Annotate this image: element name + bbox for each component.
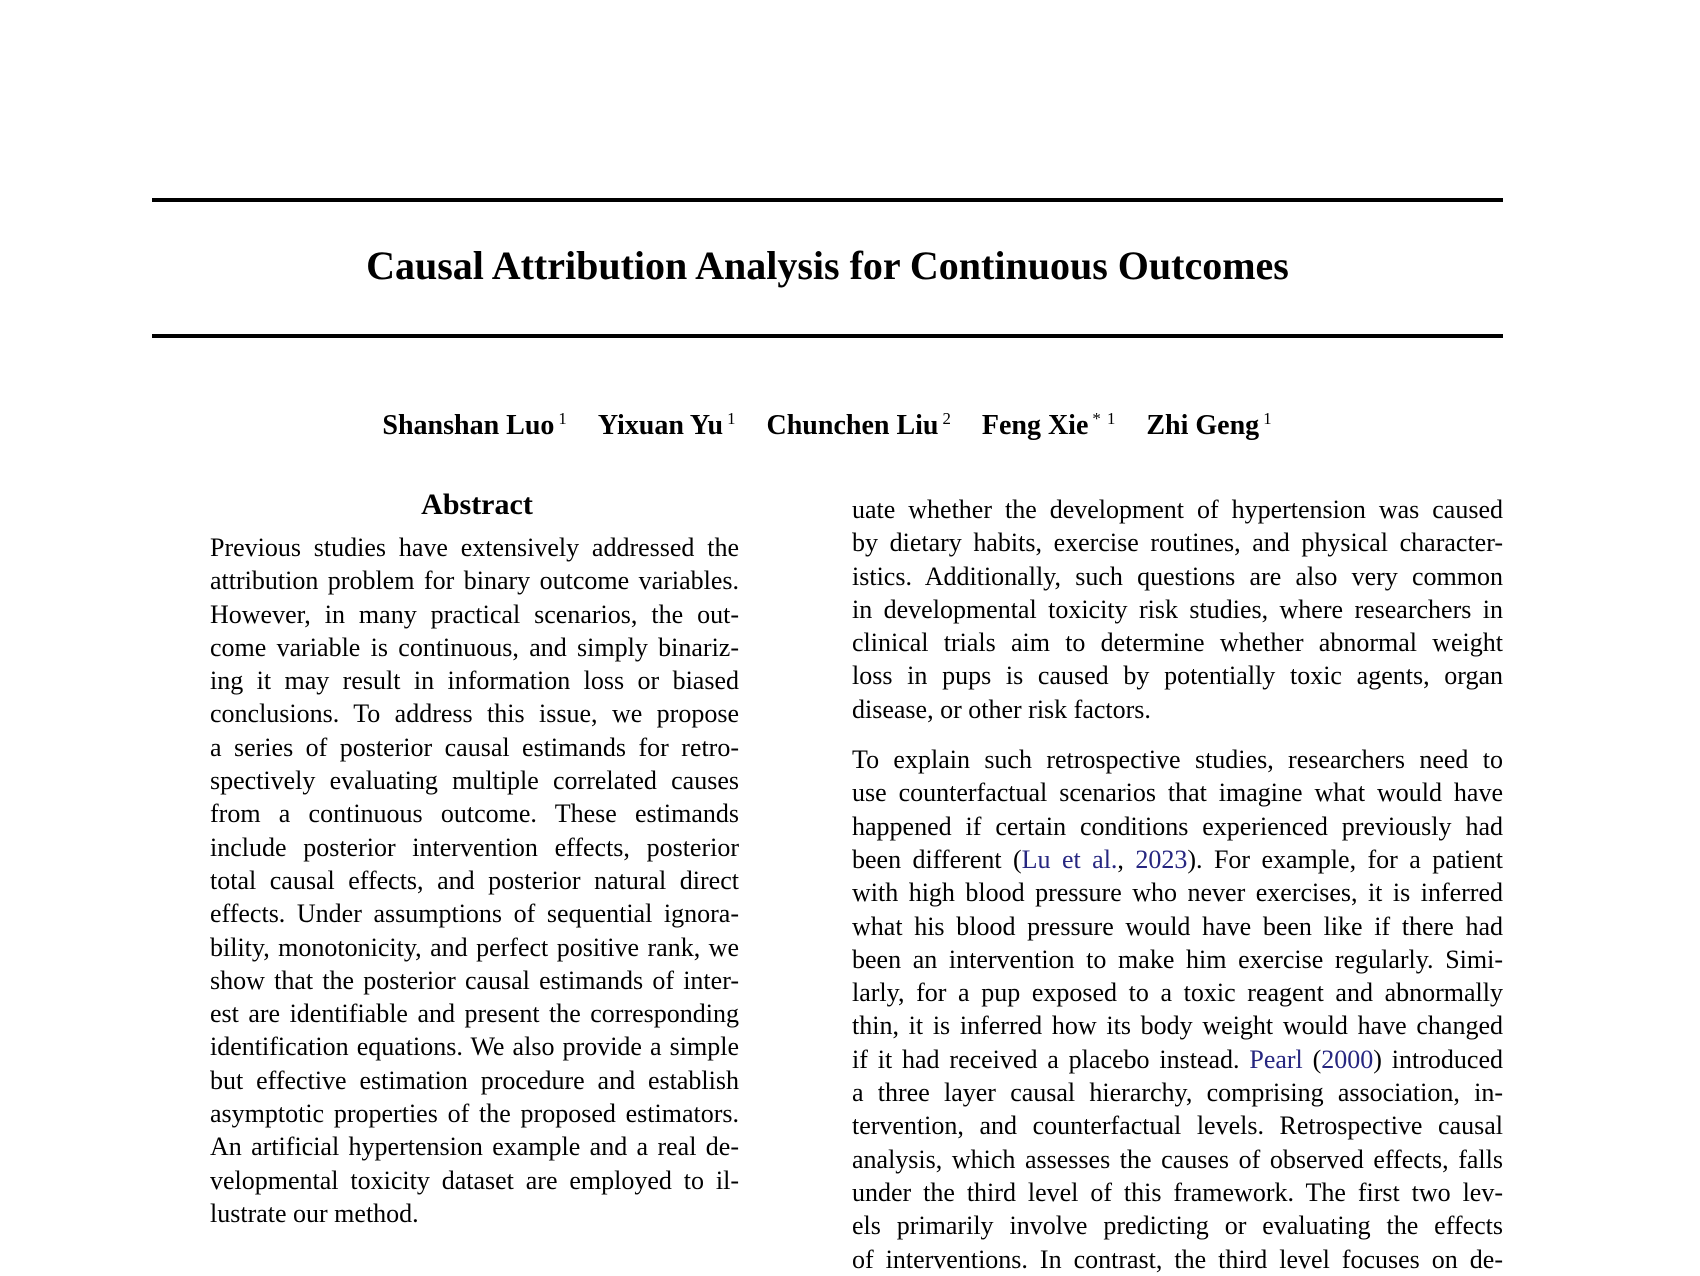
text-segment: under the third level of this framework. The first two lev- <box>852 1177 1503 1207</box>
author-affiliation-superscript: 1 <box>1263 409 1273 428</box>
text-segment: by dietary habits, exercise routines, and physical character- <box>852 528 1503 558</box>
text-segment: effects. Under assumptions of sequential ignora- <box>210 899 739 929</box>
text-segment: An artificial hypertension example and a real de- <box>210 1132 739 1162</box>
abstract-line <box>210 664 739 697</box>
body-line <box>852 910 1503 943</box>
text-segment: in developmental toxicity risk studies, where researchers in <box>852 594 1503 624</box>
title-rule-top <box>152 198 1503 202</box>
abstract-line <box>210 797 739 830</box>
body-line <box>852 1176 1503 1209</box>
body-line <box>852 1243 1503 1276</box>
text-segment: bility, monotonicity, and perfect positive rank, we <box>210 932 739 962</box>
author-affiliation-superscript: 1 <box>727 409 737 428</box>
author <box>598 410 737 441</box>
text-segment: show that the posterior causal estimands of inter- <box>210 965 739 995</box>
text-segment: disease, or other risk factors. <box>852 694 1151 724</box>
text-segment: total causal effects, and posterior natural direct <box>210 865 739 895</box>
abstract-heading: Abstract <box>421 488 533 521</box>
text-segment: istics. Additionally, such questions are also very common <box>852 561 1503 591</box>
abstract-line <box>210 1164 739 1197</box>
author-affiliation-superscript: * 1 <box>1092 409 1117 428</box>
citation-link[interactable]: Lu et al. <box>1021 844 1118 874</box>
body-line <box>852 1009 1503 1042</box>
body-line <box>852 1076 1503 1109</box>
text-segment: els primarily involve predicting or evaluating the effects <box>852 1211 1503 1241</box>
text-segment: ing it may result in information loss or biased <box>210 666 739 696</box>
author-affiliation-superscript: 2 <box>942 409 952 428</box>
text-segment: est are identifiable and present the corresponding <box>210 999 739 1029</box>
body-line <box>852 943 1503 976</box>
abstract-body <box>210 531 739 1230</box>
body-paragraph <box>852 743 1503 1276</box>
author <box>982 410 1117 441</box>
author <box>1146 410 1272 441</box>
abstract-line <box>210 1030 739 1063</box>
authors-line <box>152 401 1503 444</box>
abstract-line <box>210 831 739 864</box>
abstract-line <box>210 1064 739 1097</box>
text-segment: conclusions. To address this issue, we propose <box>210 699 739 729</box>
page-title: Causal Attribution Analysis for Continuous Outcomes <box>366 243 1289 288</box>
text-segment: Previous studies have extensively addressed the <box>210 533 739 562</box>
body-line <box>852 810 1503 843</box>
body-line <box>852 1209 1503 1242</box>
text-segment: loss in pups is caused by potentially toxic agents, organ <box>852 661 1503 691</box>
text-segment: asymptotic properties of the proposed estimators. <box>210 1099 739 1129</box>
body-line <box>852 876 1503 909</box>
text-segment: analysis, which assesses the causes of observed effects, falls <box>852 1144 1503 1174</box>
abstract-line <box>210 531 739 564</box>
body-line <box>852 693 1503 726</box>
abstract-line <box>210 598 739 631</box>
abstract-line <box>210 1097 739 1130</box>
text-segment: To explain such retrospective studies, researchers need to <box>852 745 1503 775</box>
text-segment: happened if certain conditions experienced previously had <box>852 811 1503 841</box>
body-line <box>852 626 1503 659</box>
body-line <box>852 526 1503 559</box>
author-name: Chunchen Liu <box>766 410 939 442</box>
text-segment: uate whether the development of hypertension was caused <box>852 495 1503 524</box>
author-name: Shanshan Luo <box>382 410 555 442</box>
body-line <box>852 1143 1503 1176</box>
author-affiliation-superscript: 1 <box>558 409 568 428</box>
body-line <box>852 493 1503 526</box>
abstract-line <box>210 997 739 1030</box>
text-segment: but effective estimation procedure and establish <box>210 1065 739 1095</box>
text-segment: velopmental toxicity dataset are employed to il- <box>210 1165 739 1195</box>
author <box>382 410 567 441</box>
body-line <box>852 1043 1503 1076</box>
body-line <box>852 843 1503 876</box>
text-segment: clinical trials aim to determine whether abnormal weight <box>852 628 1503 658</box>
abstract-line <box>210 1130 739 1163</box>
abstract-line <box>210 931 739 964</box>
text-segment: with high blood pressure who never exercises, it is inferred <box>852 878 1503 908</box>
citation-link[interactable]: 2000 <box>1321 1044 1374 1074</box>
author-name: Feng Xie <box>981 410 1089 442</box>
abstract-line <box>210 964 739 997</box>
title-rule-bottom <box>152 334 1503 338</box>
author <box>767 410 952 441</box>
text-segment: what his blood pressure would have been like if there had <box>852 911 1503 941</box>
text-segment: been different ( <box>852 844 1022 874</box>
abstract-line <box>210 1197 739 1230</box>
text-segment: However, in many practical scenarios, the out- <box>210 599 739 629</box>
abstract-line <box>210 764 739 797</box>
abstract-line <box>210 564 739 597</box>
text-segment: include posterior intervention effects, posterior <box>210 832 739 862</box>
text-segment: use counterfactual scenarios that imagine what would have <box>852 778 1503 808</box>
abstract-line <box>210 697 739 730</box>
author-name: Yixuan Yu <box>597 410 724 442</box>
text-segment: attribution problem for binary outcome variables. <box>210 566 739 596</box>
author-name: Zhi Geng <box>1146 410 1260 442</box>
text-segment: spectively evaluating multiple correlated causes <box>210 766 739 796</box>
body-line <box>852 743 1503 776</box>
abstract-line <box>210 864 739 897</box>
body-line <box>852 976 1503 1009</box>
text-segment: larly, for a pup exposed to a toxic reagent and abnormally <box>852 978 1503 1008</box>
text-segment: lustrate our method. <box>210 1198 419 1228</box>
body-paragraph <box>852 493 1503 726</box>
text-segment: from a continuous outcome. These estimands <box>210 799 739 829</box>
text-segment: , <box>1117 844 1136 874</box>
body-column <box>852 493 1503 1276</box>
text-segment: identification equations. We also provide a simple <box>210 1032 739 1062</box>
text-segment: tervention, and counterfactual levels. Retrospective causal <box>852 1111 1503 1141</box>
body-line <box>852 593 1503 626</box>
text-segment: ) introduced <box>1373 1044 1503 1074</box>
text-segment: come variable is continuous, and simply binariz- <box>210 632 739 662</box>
text-segment: been an intervention to make him exercise regularly. Simi- <box>852 944 1503 974</box>
abstract-line <box>210 897 739 930</box>
abstract-line <box>210 631 739 664</box>
body-line <box>852 1109 1503 1142</box>
citation-link[interactable]: 2023 <box>1135 844 1188 874</box>
text-segment: if it had received a placebo instead. <box>852 1044 1250 1074</box>
body-line <box>852 560 1503 593</box>
text-segment: a three layer causal hierarchy, comprising association, in- <box>852 1078 1503 1108</box>
body-line <box>852 776 1503 809</box>
body-line <box>852 659 1503 692</box>
text-segment: of interventions. In contrast, the third level focuses on de- <box>852 1244 1503 1274</box>
abstract-line <box>210 731 739 764</box>
text-segment: ). For example, for a patient <box>1187 844 1503 874</box>
text-segment: thin, it is inferred how its body weight would have changed <box>852 1011 1503 1041</box>
citation-link[interactable]: Pearl <box>1249 1044 1303 1074</box>
text-segment: ( <box>1302 1044 1322 1074</box>
text-segment: a series of posterior causal estimands for retro- <box>210 732 739 762</box>
